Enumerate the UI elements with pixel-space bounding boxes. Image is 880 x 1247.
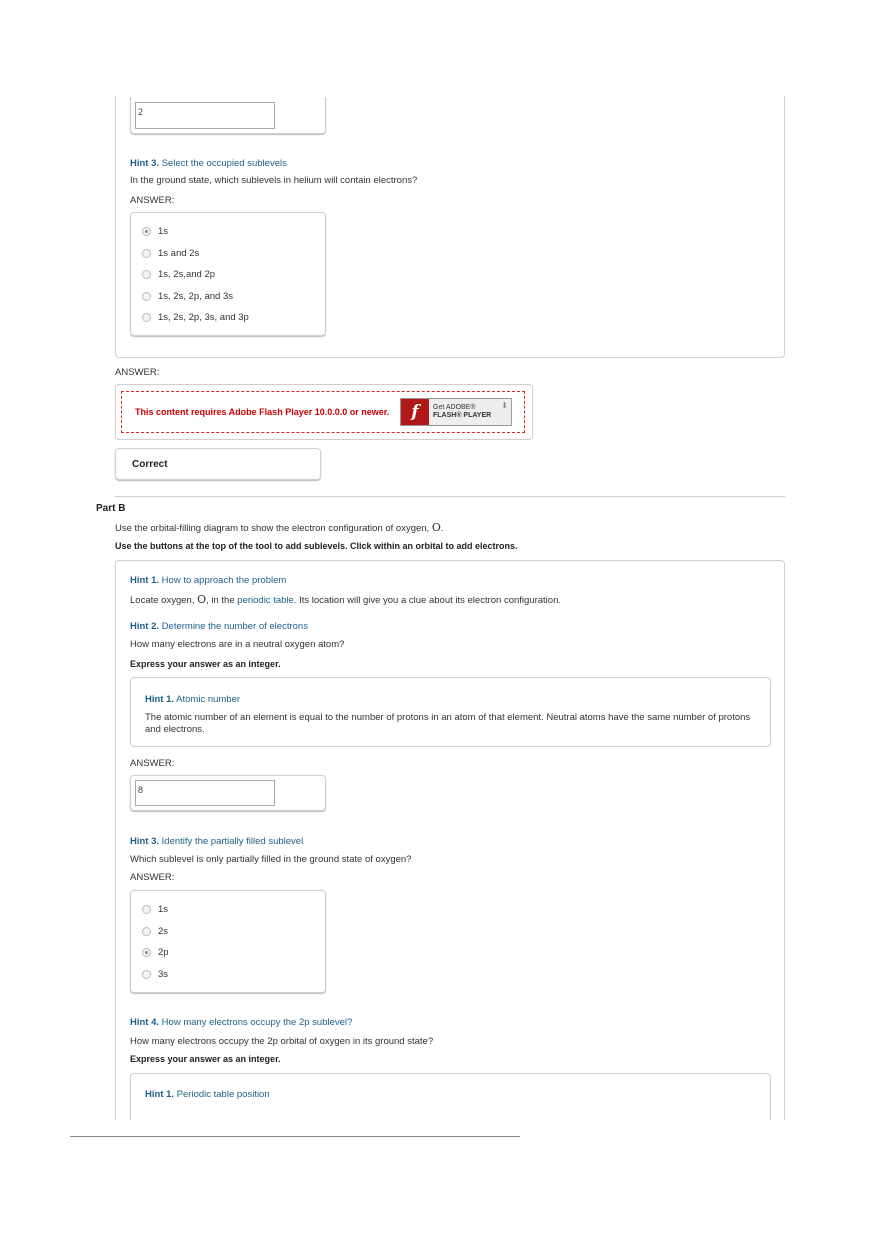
option-label[interactable]: 1s, 2s, 2p, and 3s	[158, 290, 233, 302]
hint-title[interactable]: Atomic number	[176, 694, 241, 705]
b-hint4-heading[interactable]	[130, 1017, 352, 1028]
radio-button[interactable]	[142, 970, 151, 979]
hint-number: Hint 1.	[145, 694, 175, 705]
periodic-table-link[interactable]: periodic table	[237, 595, 294, 606]
hint-title[interactable]: How many electrons occupy the 2p sublevel?	[161, 1017, 353, 1028]
hint-number: Hint 3.	[130, 836, 160, 847]
hint-title[interactable]: Select the occupied sublevels	[161, 158, 287, 169]
flash-badge-text	[433, 404, 491, 420]
hint-title[interactable]: How to approach the problem	[161, 575, 287, 586]
b-hint3-heading[interactable]	[130, 836, 303, 847]
b-hint2-express: Express your answer as an integer.	[130, 659, 281, 669]
oxygen-symbol: O	[431, 521, 441, 534]
flash-badge-line1: Get ADOBE®	[433, 404, 476, 411]
result-text: Correct	[132, 459, 168, 470]
flash-placeholder	[121, 391, 525, 433]
b-hint1-text	[130, 593, 561, 606]
radio-button[interactable]	[142, 249, 151, 258]
get-flash-player-button[interactable]	[400, 398, 512, 426]
result-box	[115, 448, 321, 480]
hint3-heading[interactable]	[130, 158, 287, 169]
hint-text: , in the	[206, 595, 235, 606]
hint-title[interactable]: Identify the partially filled sublevel	[161, 836, 304, 847]
flash-badge-line2: FLASH® PLAYER	[433, 412, 492, 419]
b-hint2-answer-input[interactable]: 8	[135, 780, 275, 806]
radio-button[interactable]	[142, 292, 151, 301]
hint-number: Hint 3.	[130, 158, 160, 169]
option-label[interactable]: 2s	[158, 925, 169, 937]
hint-number: Hint 1.	[130, 575, 160, 586]
hint3-question: In the ground state, which sublevels in helium will contain electrons?	[130, 175, 418, 186]
radio-button[interactable]	[142, 927, 151, 936]
hint-title[interactable]: Periodic table position	[176, 1089, 270, 1100]
option-label[interactable]: 2p	[158, 947, 169, 958]
flash-logo-icon: f	[401, 399, 429, 425]
b-hint2-heading[interactable]	[130, 621, 308, 632]
b-hint4-question: How many electrons occupy the 2p orbital of oxygen in its ground state?	[130, 1036, 434, 1047]
prompt-end: .	[440, 523, 444, 534]
b-hint3-question: Which sublevel is only partially filled in the ground state of oxygen?	[130, 854, 412, 865]
hint-number: Hint 4.	[130, 1017, 160, 1028]
option-label[interactable]: 1s	[158, 226, 169, 237]
oxygen-symbol: O	[197, 593, 207, 606]
b-hint2-subhint-box	[130, 677, 771, 747]
radio-button[interactable]	[142, 313, 151, 322]
hint-number: Hint 2.	[130, 621, 160, 632]
hint-text: . Its location will give you a clue about its electron configuration.	[293, 595, 561, 606]
hint3-answer-label: ANSWER:	[130, 195, 175, 206]
flash-required-message: This content requires Adobe Flash Player 10.0.0.0 or newer.	[135, 407, 390, 417]
answer-label: ANSWER:	[115, 367, 160, 378]
option-label[interactable]: 1s, 2s, 2p, 3s, and 3p	[158, 312, 249, 323]
part-b-instruction: Use the buttons at the top of the tool to add sublevels. Click within an orbital to add electrons.	[115, 541, 518, 551]
b-hint2-question: How many electrons are in a neutral oxygen atom?	[130, 639, 345, 650]
page-footer-rule	[70, 1136, 520, 1137]
radio-button[interactable]	[142, 905, 151, 914]
flash-content-box	[115, 384, 533, 440]
b-hint2-subhint-heading[interactable]	[145, 694, 240, 705]
hint-text: Locate oxygen,	[130, 595, 195, 606]
prompt-text: Use the orbital-filling diagram to show the electron configuration of oxygen,	[115, 523, 430, 534]
radio-button[interactable]	[142, 948, 151, 957]
option-label[interactable]: 1s	[158, 904, 169, 915]
b-hint4-subhint-box	[130, 1073, 771, 1120]
option-label[interactable]: 1s and 2s	[158, 247, 200, 259]
hint2-answer-input[interactable]: 2	[135, 102, 275, 129]
part-b-prompt	[115, 521, 444, 534]
hint-title[interactable]: Determine the number of electrons	[161, 621, 308, 632]
b-hint3-answer-label: ANSWER:	[130, 872, 175, 883]
b-hint2-answer-label: ANSWER:	[130, 758, 175, 769]
hint-number: Hint 1.	[145, 1089, 175, 1100]
option-label[interactable]: 3s	[158, 968, 169, 980]
b-hint4-subhint-heading[interactable]	[145, 1089, 270, 1100]
part-divider	[115, 496, 785, 497]
radio-button[interactable]	[142, 270, 151, 279]
download-arrow-icon: ⬇	[501, 401, 508, 410]
b-hint1-heading[interactable]	[130, 575, 286, 586]
part-b-label: Part B	[96, 503, 126, 514]
b-hint2-subhint-text: The atomic number of an element is equal to the number of protons in an atom of that element. Neutral atoms have the same number of protons and electrons.	[145, 712, 751, 735]
radio-button[interactable]	[142, 227, 151, 236]
b-hint4-express: Express your answer as an integer.	[130, 1054, 281, 1064]
option-label[interactable]: 1s, 2s,and 2p	[158, 269, 216, 280]
